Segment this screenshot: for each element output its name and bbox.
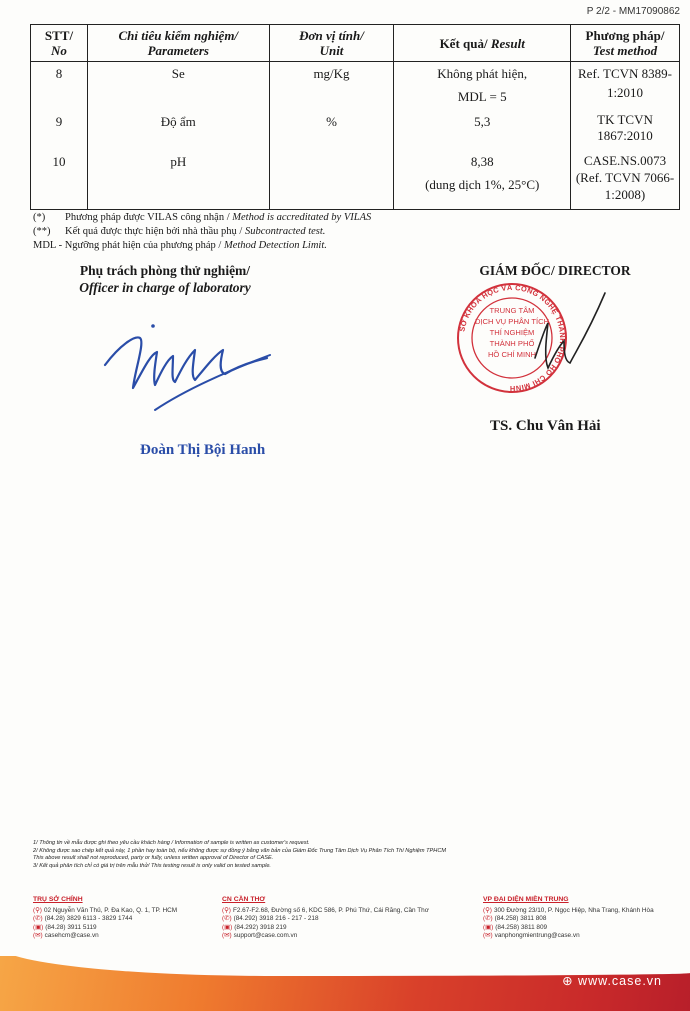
stamp-center-line: THÍ NGHIỆM (489, 328, 535, 337)
footnote-line: 3/ Kết quả phân tích chỉ có giá trị trên mẫu thử/ This testing result is only valid on tested sample. (33, 862, 271, 869)
officer-name: Đoàn Thị Bội Hanh (140, 442, 266, 458)
cell-result: 5,3 (394, 110, 571, 150)
footnote-line: 1/ Thông tin về mẫu được ghi theo yêu cầu khách hàng / Information of sample is written as customer's request. (33, 840, 310, 846)
header-test-method: Phương pháp/ Test method (571, 25, 680, 62)
footer-heading: VP ĐẠI DIỆN MIỀN TRUNG (483, 896, 569, 903)
phone-icon: (✆) (483, 915, 493, 923)
footer-heading: TRỤ SỞ CHÍNH (33, 896, 83, 903)
email-icon: (✉) (33, 932, 43, 940)
note-subcontract: (**) Kết quả được thực hiện bởi nhà thầu phụ / Subcontracted test. (33, 226, 326, 237)
cell-result: Không phát hiện, MDL = 5 (394, 62, 571, 111)
cell-result: 8,38 (dung dịch 1%, 25°C) (394, 150, 571, 210)
officer-title-en: Officer in charge of laboratory (79, 280, 251, 295)
director-name: TS. Chu Vân Hải (490, 418, 601, 434)
note-vilas: (*) Phương pháp được VILAS công nhận / Method is accreditated by VILAS (33, 212, 372, 223)
footer-central-office: VP ĐẠI DIỆN MIỀN TRUNG (⚲) 300 Đường 23/10, P. Ngọc Hiệp, Nha Trang, Khánh Hòa (✆) (84.258) 3811 808 (▣) (84.258) 3811 809 (✉) vanphongmientrung@case.vn (483, 896, 654, 940)
cell-parameter: pH (87, 150, 269, 210)
email-icon: (✉) (483, 932, 493, 940)
official-stamp-icon (440, 283, 640, 398)
header-parameters: Chỉ tiêu kiểm nghiệm/ Parameters (87, 25, 269, 62)
footnotes (33, 840, 446, 870)
cell-no: 9 (31, 110, 88, 150)
officer-title-vi: Phụ trách phòng thử nghiệm/ (79, 263, 251, 278)
stamp-center-line: DỊCH VỤ PHÂN TÍCH (474, 317, 550, 326)
location-icon: (⚲) (33, 906, 42, 914)
fax-icon: (▣) (222, 923, 233, 931)
fax-icon: (▣) (483, 923, 494, 931)
table-row (31, 110, 680, 150)
fax-icon: (▣) (33, 923, 44, 931)
cell-no: 10 (31, 150, 88, 210)
footnote-line: 2/ Không được sao chép kết quả này, 1 phần hay toàn bộ, nếu không được sự đồng ý bằng văn bản của Giám Đốc Trung Tâm Dịch Vụ Phân Tích Thí Nghiệm TPHCM (33, 847, 447, 854)
stamp-ring-text: SỞ KHOA HỌC VÀ CÔNG NGHỆ THÀNH PHỐ HỒ CHÍ MINH (457, 283, 568, 394)
officer-signature-icon (95, 310, 285, 420)
page-reference: P 2/2 - MM17090862 (586, 6, 680, 17)
location-icon: (⚲) (483, 906, 492, 914)
stamp-center-line: THÀNH PHỐ (489, 339, 535, 348)
cell-unit: mg/Kg (269, 62, 394, 111)
header-result: Kết quả/ Result (394, 25, 571, 62)
cell-parameter: Độ ẩm (87, 110, 269, 150)
cell-unit: % (269, 110, 394, 150)
globe-icon: ⊕ (562, 974, 579, 988)
stamp-center-line: TRUNG TÂM (489, 306, 535, 315)
footer-cantho-branch: CN CẦN THƠ (⚲) F2.67-F2.68, Đường số 6, KDC 586, P. Phú Thứ, Cái Răng, Cần Thơ (✆) (84.292) 3918 216 - 217 - 218 (▣) (84.292) 3918 219 (✉) support@case.com.vn (222, 896, 429, 940)
officer-title (60, 262, 270, 296)
footnote-line: This above result shall not reproduced, party or fully, unless written approval of Director of CASE. (33, 855, 274, 862)
table-header-row (31, 25, 680, 62)
email-icon: (✉) (222, 932, 232, 940)
website-link[interactable]: ⊕ www.case.vn (562, 974, 662, 988)
table-row (31, 150, 680, 210)
stamp-center-line: HỒ CHÍ MINH (487, 350, 537, 359)
cell-method: Ref. TCVN 8389-1:2010 (571, 62, 680, 111)
table-row (31, 62, 680, 111)
header-unit: Đơn vị tính/ Unit (269, 25, 394, 62)
location-icon: (⚲) (222, 906, 231, 914)
footer-headquarters: TRỤ SỞ CHÍNH (⚲) 02 Nguyễn Văn Thủ, P. Đa Kao, Q. 1, TP. HCM (✆) (84.28) 3829 6113 - 3829 1744 (▣) (84.28) 3911 5119 (✉) casehcm@case.vn (33, 896, 178, 940)
header-no: STT/ No (31, 25, 88, 62)
results-table (30, 24, 680, 210)
note-mdl: MDL - Ngưỡng phát hiện của phương pháp / Method Detection Limit. (33, 240, 327, 251)
phone-icon: (✆) (222, 915, 232, 923)
cell-method: TK TCVN 1867:2010 (571, 110, 680, 150)
director-title: GIÁM ĐỐC/ DIRECTOR (479, 263, 631, 278)
cell-parameter: Se (87, 62, 269, 111)
cell-method: CASE.NS.0073 (Ref. TCVN 7066-1:2008) (571, 150, 680, 210)
phone-icon: (✆) (33, 915, 43, 923)
cell-no: 8 (31, 62, 88, 111)
footer-heading: CN CẦN THƠ (222, 896, 266, 903)
cell-unit (269, 150, 394, 210)
